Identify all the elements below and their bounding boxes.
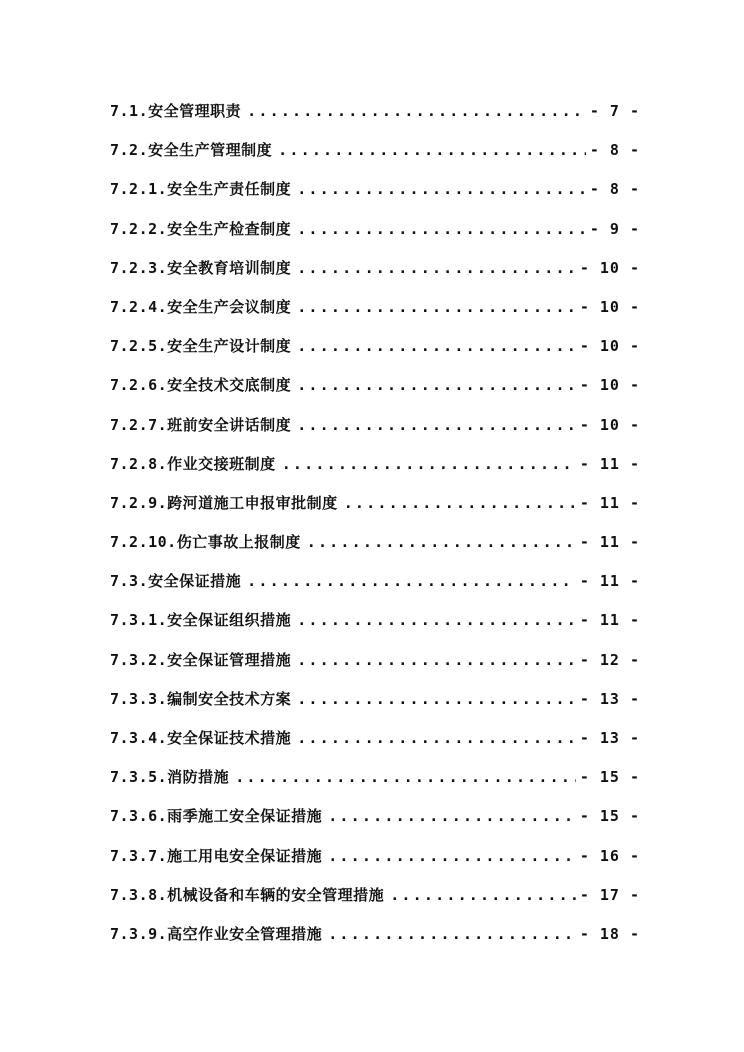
toc-entry-title: 7.2.6.安全技术交底制度 (110, 376, 292, 395)
toc-entry-title: 7.2.7.班前安全讲话制度 (110, 415, 292, 434)
toc-dot-leader (297, 366, 576, 405)
toc-entry[interactable] (110, 837, 640, 876)
toc-entry[interactable] (110, 523, 640, 562)
toc-entry[interactable] (110, 327, 640, 366)
toc-dot-leader (297, 406, 576, 445)
toc-entry-page: - 18 - (579, 924, 640, 943)
toc-entry-title: 7.2.9.跨河道施工申报审批制度 (110, 493, 338, 512)
toc-dot-leader (297, 288, 576, 327)
toc-dot-leader (297, 249, 576, 288)
toc-dot-leader (390, 876, 576, 915)
toc-entry-page: - 15 - (579, 768, 640, 787)
toc-entry-title: 7.3.7.施工用电安全保证措施 (110, 846, 323, 865)
toc-dot-leader (297, 170, 586, 209)
toc-entry-page: - 10 - (579, 258, 640, 277)
toc-entry[interactable] (110, 719, 640, 758)
toc-entry-title: 7.3.3.编制安全技术方案 (110, 689, 292, 708)
toc-entry-title: 7.2.4.安全生产会议制度 (110, 297, 292, 316)
toc-entry-title: 7.3.安全保证措施 (110, 572, 242, 591)
toc-entry[interactable] (110, 288, 640, 327)
toc-entry-page: - 16 - (579, 846, 640, 865)
toc-entry[interactable] (110, 210, 640, 249)
toc-entry-title: 7.3.9.高空作业安全管理措施 (110, 924, 323, 943)
toc-entry-title: 7.3.6.雨季施工安全保证措施 (110, 807, 323, 826)
toc-entry-page: - 10 - (579, 297, 640, 316)
toc-entry[interactable] (110, 915, 640, 954)
toc-entry-title: 7.2.5.安全生产设计制度 (110, 337, 292, 356)
toc-dot-leader (297, 680, 576, 719)
toc-entry-page: - 11 - (579, 533, 640, 552)
toc-entry[interactable] (110, 641, 640, 680)
toc-dot-leader (247, 92, 586, 131)
toc-entry-title: 7.2.10.伤亡事故上报制度 (110, 533, 301, 552)
toc-entry-page: - 8 - (589, 141, 640, 160)
toc-dot-leader (297, 641, 576, 680)
toc-dot-leader (297, 719, 576, 758)
toc-dot-leader (297, 210, 586, 249)
toc-dot-leader (235, 758, 576, 797)
toc-entry[interactable] (110, 249, 640, 288)
toc-entry-page: - 15 - (579, 807, 640, 826)
toc-entry-page: - 8 - (589, 180, 640, 199)
toc-entry-page: - 13 - (579, 689, 640, 708)
toc-dot-leader (297, 327, 576, 366)
toc-dot-leader (328, 797, 576, 836)
toc-entry-title: 7.3.2.安全保证管理措施 (110, 650, 292, 669)
toc-entry-page: - 12 - (579, 650, 640, 669)
toc-entry-title: 7.3.4.安全保证技术措施 (110, 729, 292, 747)
toc-entry-title: 7.2.安全生产管理制度 (110, 141, 273, 160)
toc-entry[interactable] (110, 131, 640, 170)
toc-entry-page: - 13 - (579, 729, 640, 747)
toc-entry-title: 7.3.8.机械设备和车辆的安全管理措施 (110, 885, 385, 904)
toc-entry[interactable] (110, 406, 640, 445)
toc-entry-title: 7.1.安全管理职责 (110, 102, 242, 120)
toc-entry-page: - 7 - (589, 102, 640, 120)
toc-entry[interactable] (110, 758, 640, 797)
toc-entry[interactable] (110, 92, 640, 131)
table-of-contents (110, 92, 640, 954)
toc-entry-title: 7.2.2.安全生产检查制度 (110, 219, 292, 238)
toc-entry-page: - 11 - (579, 572, 640, 591)
toc-dot-leader (297, 601, 576, 640)
toc-entry-page: - 10 - (579, 376, 640, 395)
toc-entry-title: 7.2.1.安全生产责任制度 (110, 180, 292, 199)
toc-dot-leader (247, 562, 576, 601)
toc-entry-title: 7.3.5.消防措施 (110, 768, 230, 787)
toc-entry[interactable] (110, 680, 640, 719)
toc-dot-leader (282, 445, 576, 484)
toc-dot-leader (328, 837, 576, 876)
toc-entry[interactable] (110, 562, 640, 601)
toc-dot-leader (307, 523, 576, 562)
toc-entry[interactable] (110, 797, 640, 836)
toc-entry[interactable] (110, 170, 640, 209)
toc-entry-page: - 11 - (579, 454, 640, 473)
toc-entry-title: 7.3.1.安全保证组织措施 (110, 611, 292, 630)
toc-entry-page: - 9 - (589, 219, 640, 238)
toc-entry[interactable] (110, 484, 640, 523)
toc-dot-leader (344, 484, 576, 523)
toc-entry-page: - 11 - (579, 611, 640, 630)
toc-entry[interactable] (110, 601, 640, 640)
toc-entry-page: - 11 - (579, 493, 640, 512)
toc-entry[interactable] (110, 876, 640, 915)
toc-entry-title: 7.2.8.作业交接班制度 (110, 454, 276, 473)
toc-entry-page: - 10 - (579, 337, 640, 356)
toc-entry-page: - 10 - (579, 415, 640, 434)
toc-entry[interactable] (110, 366, 640, 405)
toc-dot-leader (328, 915, 576, 954)
toc-entry-title: 7.2.3.安全教育培训制度 (110, 258, 292, 277)
toc-entry-page: - 17 - (579, 885, 640, 904)
toc-entry[interactable] (110, 445, 640, 484)
toc-dot-leader (278, 131, 586, 170)
